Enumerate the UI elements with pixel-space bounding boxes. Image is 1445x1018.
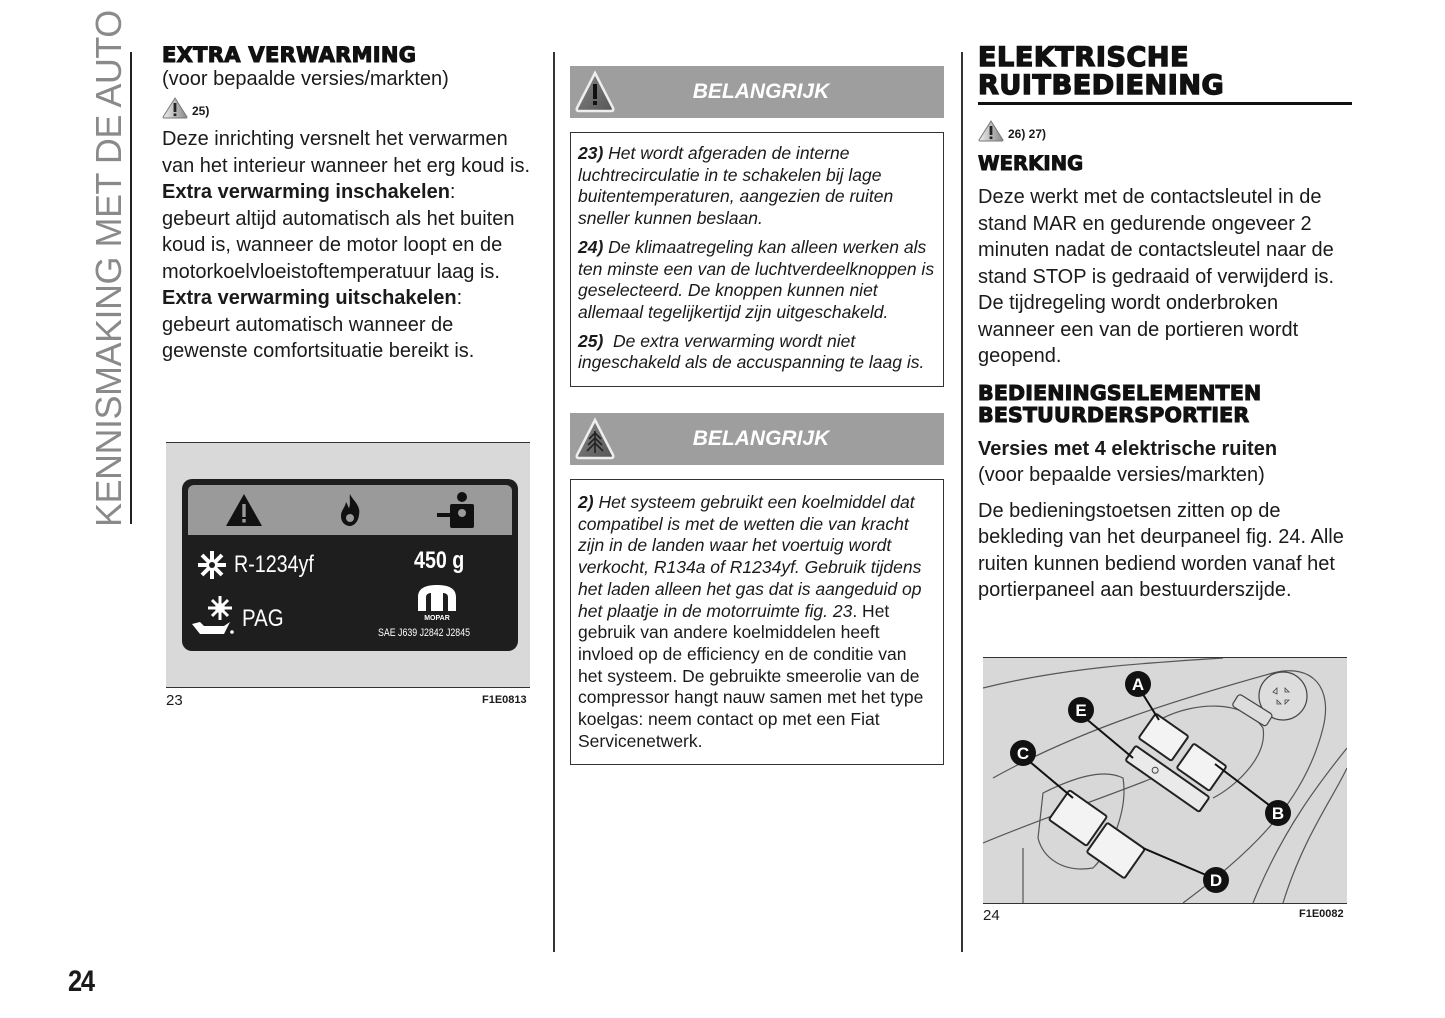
switch-on-text: gebeurt altijd automatisch als het buiten koud is, wanneer de motor loopt en de motorkoelvloeistoftemperatuur laag is. <box>162 207 515 283</box>
oil-type: PAG <box>242 605 284 632</box>
callout-d-label: D <box>1209 871 1223 890</box>
note-text: De klimaatregeling kan alleen werken als ten minste een van de luchtverdeelknoppen is geselecteerd. De knoppen kunnen niet allemaal tegelijkertijd zijn uitgeschakeld. <box>578 236 935 322</box>
heading-underline <box>978 102 1352 105</box>
switch-off-label: Extra verwarming uitschakelen <box>162 287 457 309</box>
switch-on-paragraph: Extra verwarming inschakelen: gebeurt altijd automatisch als het buiten koud is, wanneer de motor loopt en de motorkoelvloeistoftemperatuur laag is. <box>162 181 515 283</box>
service-manual-icon <box>436 491 476 529</box>
figure-24-code: F1E0082 <box>1299 908 1344 920</box>
switch-on-label: Extra verwarming inschakelen <box>162 181 450 203</box>
important-notes-box-2 <box>570 479 944 765</box>
sae-standards: SAE J639 J2842 J2845 <box>378 627 470 639</box>
flammable-flame-icon <box>337 493 363 527</box>
oil-can-icon <box>190 594 236 638</box>
section-heading: EXTRA VERWARMING <box>162 43 417 67</box>
figure-23-number: 23 <box>166 692 183 709</box>
callout-c-label: C <box>1016 744 1030 763</box>
note-number: 25) <box>578 330 604 351</box>
important-title-2: BELANGRIJK <box>692 427 830 451</box>
note-23 <box>578 143 935 230</box>
column-divider-2 <box>961 52 963 952</box>
important-header-2 <box>570 413 944 465</box>
switch-off-text: gebeurt automatisch wanneer de gewenste comfortsituatie bereikt is. <box>162 313 475 362</box>
note-24 <box>578 237 935 324</box>
note-2 <box>578 492 935 752</box>
callout-a-label: A <box>1131 675 1145 694</box>
werking-paragraph: Deze werkt met de contactsleutel in de stand MAR en gedurende ongeveer 2 minuten nadat de contactsleutel naar de stand STOP is gedraaid of verwijderd is. De tijdregeling wordt onderbroken wanneer een van de portieren wordt geopend. <box>978 186 1335 367</box>
controls-paragraph: De bedieningstoetsen zitten op de bekleding van het deurpaneel fig. 24. Alle ruiten kunnen bediend worden vanaf het portierpaneel aan bestuurderszijde. <box>978 499 1344 601</box>
main-heading-line1: ELEKTRISCHE <box>978 42 1190 73</box>
section-subheading: (voor bepaalde versies/markten) <box>162 68 449 90</box>
figure-24-number: 24 <box>983 907 1000 924</box>
page-number: 24 <box>68 965 94 998</box>
column-extra-heating <box>162 44 537 365</box>
door-panel-illustration <box>983 658 1347 903</box>
controls-heading-line2: BESTUURDERSPORTIER <box>978 402 1250 427</box>
callout-b-label: B <box>1271 804 1285 823</box>
section-heading-controls <box>978 382 1353 426</box>
callout-e-label: E <box>1075 701 1087 720</box>
column-power-windows <box>978 44 1353 604</box>
switch-off-paragraph: Extra verwarming uitschakelen: gebeurt automatisch wanneer de gewenste comfortsituatie bereikt is. <box>162 287 475 362</box>
figure-23-code: F1E0813 <box>482 694 527 706</box>
important-notes-box-1 <box>570 132 944 387</box>
note-text: De extra verwarming wordt niet ingeschakeld als de accuspanning te laag is. <box>578 330 925 373</box>
main-heading-line2: RUITBEDIENING <box>978 70 1225 101</box>
note-number: 2) <box>578 492 594 513</box>
note-25 <box>578 331 935 374</box>
refrigerant-plate <box>182 479 518 651</box>
refrigerant-type: R-1234yf <box>234 551 314 578</box>
mopar-wordmark: MOPAR <box>424 615 450 621</box>
intro-paragraph: Deze inrichting versnelt het verwarmen van het interieur wanneer het erg koud is. <box>162 128 530 177</box>
refrigerant-amount: 450 g <box>414 547 465 574</box>
warning-ref-numbers: 26) 27) <box>1008 127 1047 141</box>
side-chapter-title-text: KENNISMAKING MET DE AUTO <box>88 10 129 527</box>
side-chapter-title <box>82 10 132 527</box>
note-text-italic: Het systeem gebruikt een koelmiddel dat compatibel is met de wetten die van kracht zijn in de landen waar het voertuig wordt verkocht, R134a of R1234yf. Gebruik tijdens het laden alleen het gas dat is aangeduid op het plaatje in de motorruimte fig. 23 <box>578 492 922 621</box>
important-title-1: BELANGRIJK <box>692 80 830 103</box>
column-warnings <box>570 66 944 765</box>
mopar-logo-icon <box>414 583 460 621</box>
side-divider <box>130 52 132 524</box>
plate-icon-strip <box>188 485 512 535</box>
figure-23-refrigerant-label <box>166 442 530 688</box>
warning-reference <box>162 94 537 122</box>
controls-heading-line1: BEDIENINGSELEMENTEN <box>978 380 1262 405</box>
note-text-upright: . Het gebruik van andere koelmiddelen heeft invloed op de efficiency en de conditie van het systeem. De gebruikte smeerolie van de compressor hangt nauw samen met het type koelgas: neem contact op met een Fiat Servicenetwerk. <box>578 600 924 751</box>
note-number: 24) <box>578 236 604 257</box>
warning-triangle-icon <box>162 97 188 119</box>
versions-subtitle: (voor bepaalde versies/markten) <box>978 464 1265 486</box>
warning-triangle-icon <box>978 120 1004 142</box>
section-heading-werking: WERKING <box>978 152 1084 175</box>
versions-label: Versies met 4 elektrische ruiten <box>978 437 1278 460</box>
important-header-1 <box>570 66 944 118</box>
note-number: 23) <box>578 143 604 163</box>
figure-24-window-switches <box>983 657 1347 904</box>
warning-reference <box>978 117 1353 145</box>
refrigerant-snowflake-icon <box>196 549 228 581</box>
column-divider-1 <box>553 52 555 952</box>
hazard-triangle-icon <box>224 492 264 528</box>
note-text: Het wordt afgeraden de interne luchtrecirculatie in te schakelen bij lage buitentemperaturen, aangezien de ruiten sneller kunnen beslaan. <box>578 143 894 229</box>
warning-ref-number: 25) <box>192 104 210 118</box>
